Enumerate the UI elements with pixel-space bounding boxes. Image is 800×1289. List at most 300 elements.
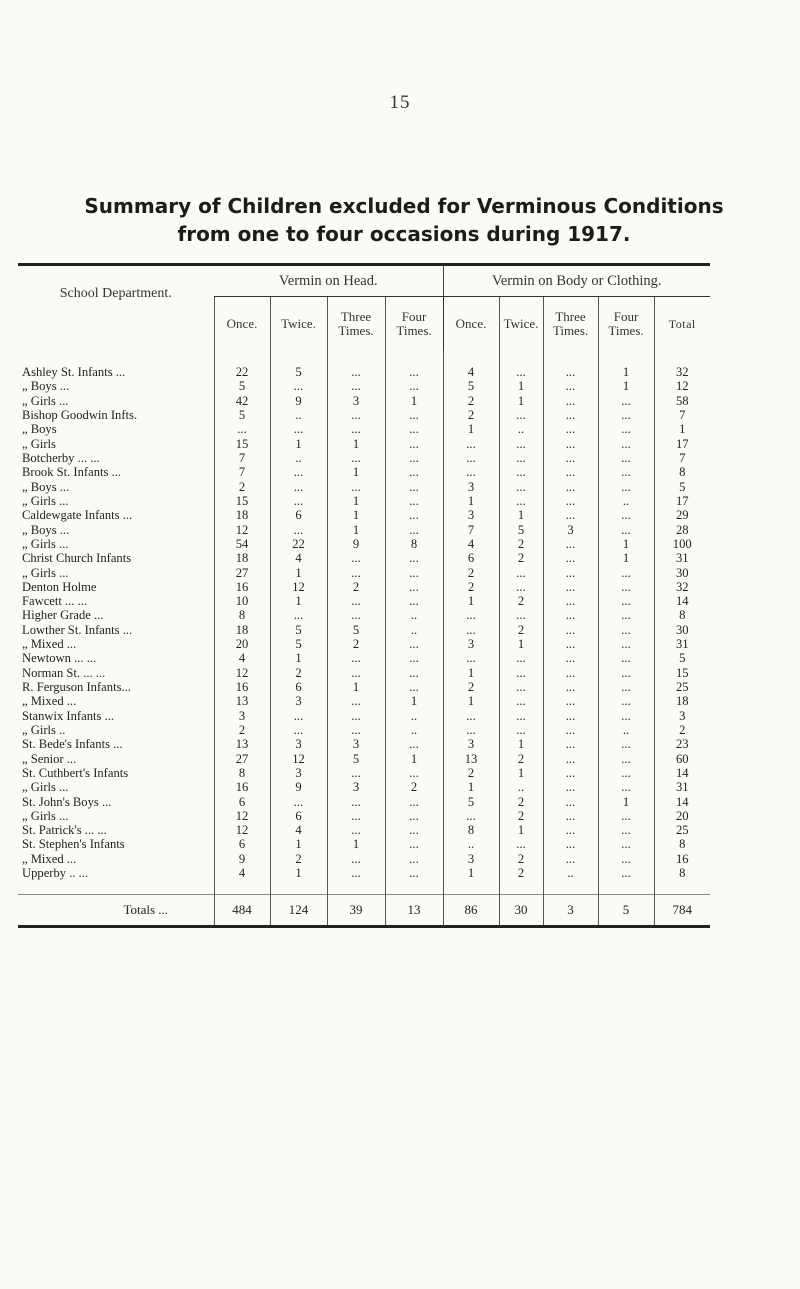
cell-total: 31: [654, 551, 710, 565]
cell-body-twice: 2: [499, 537, 543, 551]
school-department-name: St. Cuthbert's Infants: [22, 765, 129, 780]
cell-head-three: ...: [327, 451, 385, 465]
header-head-four-times: Four Times.: [385, 297, 443, 352]
cell-body-once: 3: [443, 508, 499, 522]
cell-total: 7: [654, 408, 710, 422]
cell-body-twice: ..: [499, 780, 543, 794]
cell-head-once: 18: [214, 508, 270, 522]
school-department-name: „ Mixed ...: [22, 637, 77, 652]
cell-body-three: ...: [543, 537, 598, 551]
cell-head-once: 2: [214, 723, 270, 737]
cell-head-twice: 1: [270, 565, 327, 579]
cell-body-twice: 1: [499, 379, 543, 393]
cell-head-four: 1: [385, 751, 443, 765]
table-row: [18, 451, 710, 465]
cell-head-four: ...: [385, 680, 443, 694]
cell-head-twice: ...: [270, 465, 327, 479]
cell-head-four: ...: [385, 666, 443, 680]
cell-head-four: ...: [385, 522, 443, 536]
cell-body-once: 3: [443, 637, 499, 651]
cell-total: 8: [654, 608, 710, 622]
cell-head-three: ...: [327, 809, 385, 823]
school-department-name: Norman St. ... ...: [22, 665, 106, 680]
table-row: [18, 866, 710, 880]
total-body-twice: 30: [499, 895, 543, 927]
school-department-name: „ Girls ...: [22, 393, 69, 408]
cell-body-once: 2: [443, 408, 499, 422]
cell-head-twice: 1: [270, 594, 327, 608]
cell-total: 25: [654, 823, 710, 837]
cell-head-once: 6: [214, 837, 270, 851]
cell-body-three: ...: [543, 637, 598, 651]
cell-body-twice: 1: [499, 637, 543, 651]
cell-body-three: ...: [543, 852, 598, 866]
cell-body-once: 1: [443, 594, 499, 608]
cell-head-four: ...: [385, 837, 443, 851]
cell-head-once: 12: [214, 522, 270, 536]
cell-head-twice: ...: [270, 709, 327, 723]
cell-head-twice: 5: [270, 365, 327, 379]
table-row: [18, 809, 710, 823]
total-head-three: 39: [327, 895, 385, 927]
cell-body-four: ...: [598, 437, 654, 451]
cell-body-twice: 2: [499, 751, 543, 765]
cell-head-once: 4: [214, 651, 270, 665]
cell-head-twice: ...: [270, 794, 327, 808]
cell-body-four: 1: [598, 365, 654, 379]
table-row: [18, 580, 710, 594]
cell-body-once: ...: [443, 723, 499, 737]
cell-body-four: ...: [598, 694, 654, 708]
school-department-name: „ Girls: [22, 436, 56, 451]
cell-head-once: 16: [214, 580, 270, 594]
header-body-twice: Twice.: [499, 297, 543, 352]
cell-head-once: 18: [214, 623, 270, 637]
cell-head-twice: 22: [270, 537, 327, 551]
cell-body-three: ...: [543, 451, 598, 465]
cell-head-twice: 2: [270, 666, 327, 680]
cell-head-four: ...: [385, 594, 443, 608]
cell-head-four: ...: [385, 465, 443, 479]
cell-head-three: 1: [327, 837, 385, 851]
cell-head-three: 5: [327, 751, 385, 765]
cell-body-twice: ...: [499, 694, 543, 708]
cell-body-twice: 2: [499, 794, 543, 808]
cell-body-three: ...: [543, 580, 598, 594]
table-row: [18, 680, 710, 694]
school-department-name: „ Girls ...: [22, 565, 69, 580]
cell-body-four: ...: [598, 565, 654, 579]
cell-body-once: 5: [443, 379, 499, 393]
table-row: [18, 608, 710, 622]
cell-body-twice: 5: [499, 522, 543, 536]
cell-body-three: ...: [543, 751, 598, 765]
cell-body-once: 2: [443, 766, 499, 780]
cell-body-three: ...: [543, 422, 598, 436]
table-row: [18, 737, 710, 751]
table-row: [18, 623, 710, 637]
cell-body-three: ...: [543, 723, 598, 737]
cell-total: 15: [654, 666, 710, 680]
cell-total: 28: [654, 522, 710, 536]
cell-body-four: ..: [598, 494, 654, 508]
cell-head-three: ...: [327, 565, 385, 579]
cell-body-four: 1: [598, 794, 654, 808]
cell-body-twice: ...: [499, 709, 543, 723]
cell-head-twice: 2: [270, 852, 327, 866]
cell-total: 17: [654, 437, 710, 451]
cell-body-three: ...: [543, 809, 598, 823]
school-department-name: „ Mixed ...: [22, 694, 77, 709]
cell-body-once: 1: [443, 694, 499, 708]
cell-body-twice: 2: [499, 809, 543, 823]
title-line-2: from one to four occasions during 1917.: [177, 222, 631, 246]
cell-body-once: 1: [443, 780, 499, 794]
header-body-three-times: Three Times.: [543, 297, 598, 352]
school-department-name: Upperby .. ...: [22, 866, 89, 881]
header-total: Total: [654, 297, 710, 352]
cell-total: 16: [654, 852, 710, 866]
cell-body-twice: 2: [499, 852, 543, 866]
table-row: [18, 437, 710, 451]
school-department-name: St. John's Boys ...: [22, 794, 112, 809]
total-head-four: 13: [385, 895, 443, 927]
cell-head-four: ...: [385, 637, 443, 651]
school-department-name: Newtown ... ...: [22, 651, 97, 666]
cell-head-three: ...: [327, 594, 385, 608]
cell-body-once: 7: [443, 522, 499, 536]
cell-body-three: ...: [543, 465, 598, 479]
cell-body-three: ...: [543, 494, 598, 508]
header-body-once: Once.: [443, 297, 499, 352]
cell-body-twice: 2: [499, 594, 543, 608]
cell-body-twice: 1: [499, 737, 543, 751]
cell-head-once: 27: [214, 751, 270, 765]
header-head-twice: Twice.: [270, 297, 327, 352]
cell-head-four: 8: [385, 537, 443, 551]
school-department-name: St. Stephen's Infants: [22, 837, 125, 852]
school-department-name: Christ Church Infants: [22, 551, 132, 566]
summary-table-container: [18, 263, 710, 928]
cell-body-four: ...: [598, 780, 654, 794]
table-row: [18, 852, 710, 866]
school-department-name: „ Senior ...: [22, 751, 77, 766]
cell-head-four: ...: [385, 852, 443, 866]
cell-body-twice: 2: [499, 866, 543, 880]
cell-body-three: ...: [543, 551, 598, 565]
cell-total: 23: [654, 737, 710, 751]
cell-head-four: ...: [385, 422, 443, 436]
cell-head-four: ..: [385, 709, 443, 723]
school-department-name: „ Girls ...: [22, 536, 69, 551]
table-body: [18, 351, 710, 880]
cell-body-three: ...: [543, 608, 598, 622]
cell-body-once: 2: [443, 565, 499, 579]
cell-head-twice: 4: [270, 823, 327, 837]
school-department-name: „ Girls ...: [22, 780, 69, 795]
cell-head-three: ...: [327, 866, 385, 880]
cell-head-four: ...: [385, 508, 443, 522]
cell-body-four: ...: [598, 465, 654, 479]
cell-total: 3: [654, 709, 710, 723]
cell-head-twice: ...: [270, 480, 327, 494]
total-head-once: 484: [214, 895, 270, 927]
cell-body-twice: 1: [499, 508, 543, 522]
totals-row: [18, 895, 710, 927]
cell-head-four: ...: [385, 437, 443, 451]
cell-head-three: ...: [327, 709, 385, 723]
cell-body-once: 1: [443, 422, 499, 436]
cell-head-four: ...: [385, 379, 443, 393]
cell-body-four: ...: [598, 852, 654, 866]
school-department-name: St. Bede's Infants ...: [22, 737, 123, 752]
cell-body-once: ...: [443, 651, 499, 665]
school-department-name: „ Boys ...: [22, 479, 70, 494]
table-row: [18, 709, 710, 723]
cell-total: 31: [654, 780, 710, 794]
cell-body-once: ...: [443, 465, 499, 479]
header-head-three-times: Three Times.: [327, 297, 385, 352]
cell-body-twice: 1: [499, 766, 543, 780]
cell-head-twice: ...: [270, 494, 327, 508]
cell-head-twice: 5: [270, 623, 327, 637]
cell-head-twice: 1: [270, 437, 327, 451]
cell-head-four: ..: [385, 608, 443, 622]
cell-body-four: ...: [598, 623, 654, 637]
cell-head-twice: 3: [270, 766, 327, 780]
table-row: [18, 508, 710, 522]
cell-body-once: 2: [443, 680, 499, 694]
cell-body-once: 4: [443, 365, 499, 379]
cell-body-twice: ...: [499, 437, 543, 451]
cell-total: 18: [654, 694, 710, 708]
cell-head-twice: ..: [270, 408, 327, 422]
cell-head-twice: 9: [270, 394, 327, 408]
table-row: [18, 537, 710, 551]
cell-body-four: 1: [598, 379, 654, 393]
cell-head-three: ...: [327, 379, 385, 393]
cell-body-twice: ...: [499, 580, 543, 594]
cell-head-twice: 3: [270, 694, 327, 708]
cell-body-once: 2: [443, 394, 499, 408]
cell-head-once: 12: [214, 666, 270, 680]
header-school-department: School Department.: [59, 286, 172, 301]
cell-head-three: ...: [327, 666, 385, 680]
cell-total: 14: [654, 594, 710, 608]
school-department-name: Stanwix Infants ...: [22, 708, 114, 723]
cell-head-twice: 6: [270, 508, 327, 522]
table-row: [18, 494, 710, 508]
cell-head-three: ...: [327, 422, 385, 436]
cell-body-twice: ...: [499, 408, 543, 422]
header-vermin-on-head: Vermin on Head.: [214, 266, 443, 297]
table-row: [18, 751, 710, 765]
cell-head-three: 1: [327, 437, 385, 451]
cell-body-three: ...: [543, 480, 598, 494]
cell-body-twice: 1: [499, 394, 543, 408]
cell-body-four: ...: [598, 508, 654, 522]
cell-head-three: ...: [327, 608, 385, 622]
cell-head-once: 54: [214, 537, 270, 551]
cell-head-three: ...: [327, 480, 385, 494]
cell-head-twice: ...: [270, 522, 327, 536]
totals-label: Totals ...: [18, 895, 214, 927]
cell-body-four: ...: [598, 480, 654, 494]
cell-body-three: ..: [543, 866, 598, 880]
table-row: [18, 551, 710, 565]
cell-body-once: 4: [443, 537, 499, 551]
table-row: [18, 766, 710, 780]
cell-head-four: ...: [385, 580, 443, 594]
cell-body-once: 6: [443, 551, 499, 565]
cell-total: 8: [654, 465, 710, 479]
title-line-1: Summary of Children excluded for Verminous Conditions: [84, 194, 724, 218]
cell-body-twice: ..: [499, 422, 543, 436]
cell-body-four: ...: [598, 751, 654, 765]
cell-total: 12: [654, 379, 710, 393]
cell-head-once: 8: [214, 766, 270, 780]
school-department-name: „ Boys ...: [22, 379, 70, 394]
table-row: [18, 565, 710, 579]
cell-head-twice: 3: [270, 737, 327, 751]
school-department-name: „ Girls ..: [22, 722, 66, 737]
cell-body-once: ...: [443, 451, 499, 465]
cell-total: 29: [654, 508, 710, 522]
cell-body-twice: ...: [499, 480, 543, 494]
cell-body-four: ...: [598, 766, 654, 780]
header-head-once: Once.: [214, 297, 270, 352]
cell-total: 100: [654, 537, 710, 551]
cell-body-three: ...: [543, 437, 598, 451]
cell-head-four: ..: [385, 723, 443, 737]
school-department-name: Brook St. Infants ...: [22, 465, 121, 480]
cell-total: 8: [654, 866, 710, 880]
cell-total: 8: [654, 837, 710, 851]
cell-head-once: 12: [214, 823, 270, 837]
table-row: [18, 365, 710, 379]
cell-body-twice: ...: [499, 494, 543, 508]
cell-head-four: ...: [385, 866, 443, 880]
cell-head-once: 2: [214, 480, 270, 494]
cell-body-once: 2: [443, 580, 499, 594]
cell-total: 5: [654, 480, 710, 494]
cell-body-twice: ...: [499, 465, 543, 479]
cell-body-four: ...: [598, 522, 654, 536]
cell-total: 60: [654, 751, 710, 765]
cell-body-twice: ...: [499, 651, 543, 665]
school-department-name: Caldewgate Infants ...: [22, 508, 133, 523]
cell-body-three: ...: [543, 394, 598, 408]
cell-head-four: ...: [385, 794, 443, 808]
cell-head-three: 1: [327, 680, 385, 694]
cell-body-once: 3: [443, 480, 499, 494]
cell-head-three: 1: [327, 465, 385, 479]
cell-head-twice: 6: [270, 809, 327, 823]
cell-head-twice: 4: [270, 551, 327, 565]
page-title: [24, 192, 784, 248]
cell-head-four: ...: [385, 451, 443, 465]
cell-head-once: 15: [214, 494, 270, 508]
cell-body-once: ..: [443, 837, 499, 851]
cell-head-three: 9: [327, 537, 385, 551]
table-row: [18, 794, 710, 808]
cell-body-twice: 1: [499, 823, 543, 837]
cell-head-four: 2: [385, 780, 443, 794]
cell-head-three: 2: [327, 637, 385, 651]
cell-body-three: ...: [543, 737, 598, 751]
cell-total: 30: [654, 565, 710, 579]
cell-head-three: ...: [327, 551, 385, 565]
cell-head-four: ...: [385, 766, 443, 780]
cell-head-twice: 12: [270, 580, 327, 594]
cell-body-once: 3: [443, 737, 499, 751]
cell-head-four: ...: [385, 823, 443, 837]
cell-head-once: 13: [214, 694, 270, 708]
header-body-four-times: Four Times.: [598, 297, 654, 352]
cell-body-three: ...: [543, 508, 598, 522]
cell-head-four: ...: [385, 737, 443, 751]
school-department-name: Ashley St. Infants ...: [22, 365, 126, 380]
cell-body-twice: ...: [499, 837, 543, 851]
cell-head-four: ...: [385, 651, 443, 665]
school-department-name: Higher Grade ...: [22, 608, 104, 623]
table-row: [18, 694, 710, 708]
cell-head-four: 1: [385, 694, 443, 708]
cell-head-twice: 9: [270, 780, 327, 794]
cell-head-twice: 12: [270, 751, 327, 765]
school-department-name: Lowther St. Infants ...: [22, 622, 133, 637]
cell-head-once: 18: [214, 551, 270, 565]
school-department-name: St. Patrick's ... ...: [22, 823, 107, 838]
table-row: [18, 394, 710, 408]
cell-body-four: ...: [598, 680, 654, 694]
cell-total: 17: [654, 494, 710, 508]
cell-body-once: ...: [443, 437, 499, 451]
summary-table: [18, 263, 710, 928]
school-department-name: „ Boys ...: [22, 522, 70, 537]
cell-body-three: ...: [543, 379, 598, 393]
cell-head-twice: ...: [270, 379, 327, 393]
cell-head-three: 2: [327, 580, 385, 594]
school-department-name: Botcherby ... ...: [22, 451, 100, 466]
school-department-name: Bishop Goodwin Infts.: [22, 408, 138, 423]
cell-body-twice: ...: [499, 565, 543, 579]
total-body-three: 3: [543, 895, 598, 927]
cell-head-three: ...: [327, 723, 385, 737]
cell-total: 2: [654, 723, 710, 737]
cell-head-four: ...: [385, 408, 443, 422]
cell-head-three: ...: [327, 823, 385, 837]
school-department-name: Fawcett ... ...: [22, 594, 88, 609]
cell-body-three: ...: [543, 623, 598, 637]
cell-head-three: ...: [327, 408, 385, 422]
cell-head-once: 20: [214, 637, 270, 651]
cell-head-three: 1: [327, 522, 385, 536]
cell-body-once: 8: [443, 823, 499, 837]
cell-body-three: ...: [543, 709, 598, 723]
cell-head-once: 16: [214, 680, 270, 694]
cell-head-three: ...: [327, 651, 385, 665]
cell-head-four: ..: [385, 623, 443, 637]
school-department-name: „ Girls ...: [22, 493, 69, 508]
cell-head-once: 8: [214, 608, 270, 622]
cell-head-once: 42: [214, 394, 270, 408]
cell-body-four: ...: [598, 637, 654, 651]
cell-head-four: ...: [385, 494, 443, 508]
cell-head-four: ...: [385, 565, 443, 579]
total-body-once: 86: [443, 895, 499, 927]
cell-body-once: 5: [443, 794, 499, 808]
